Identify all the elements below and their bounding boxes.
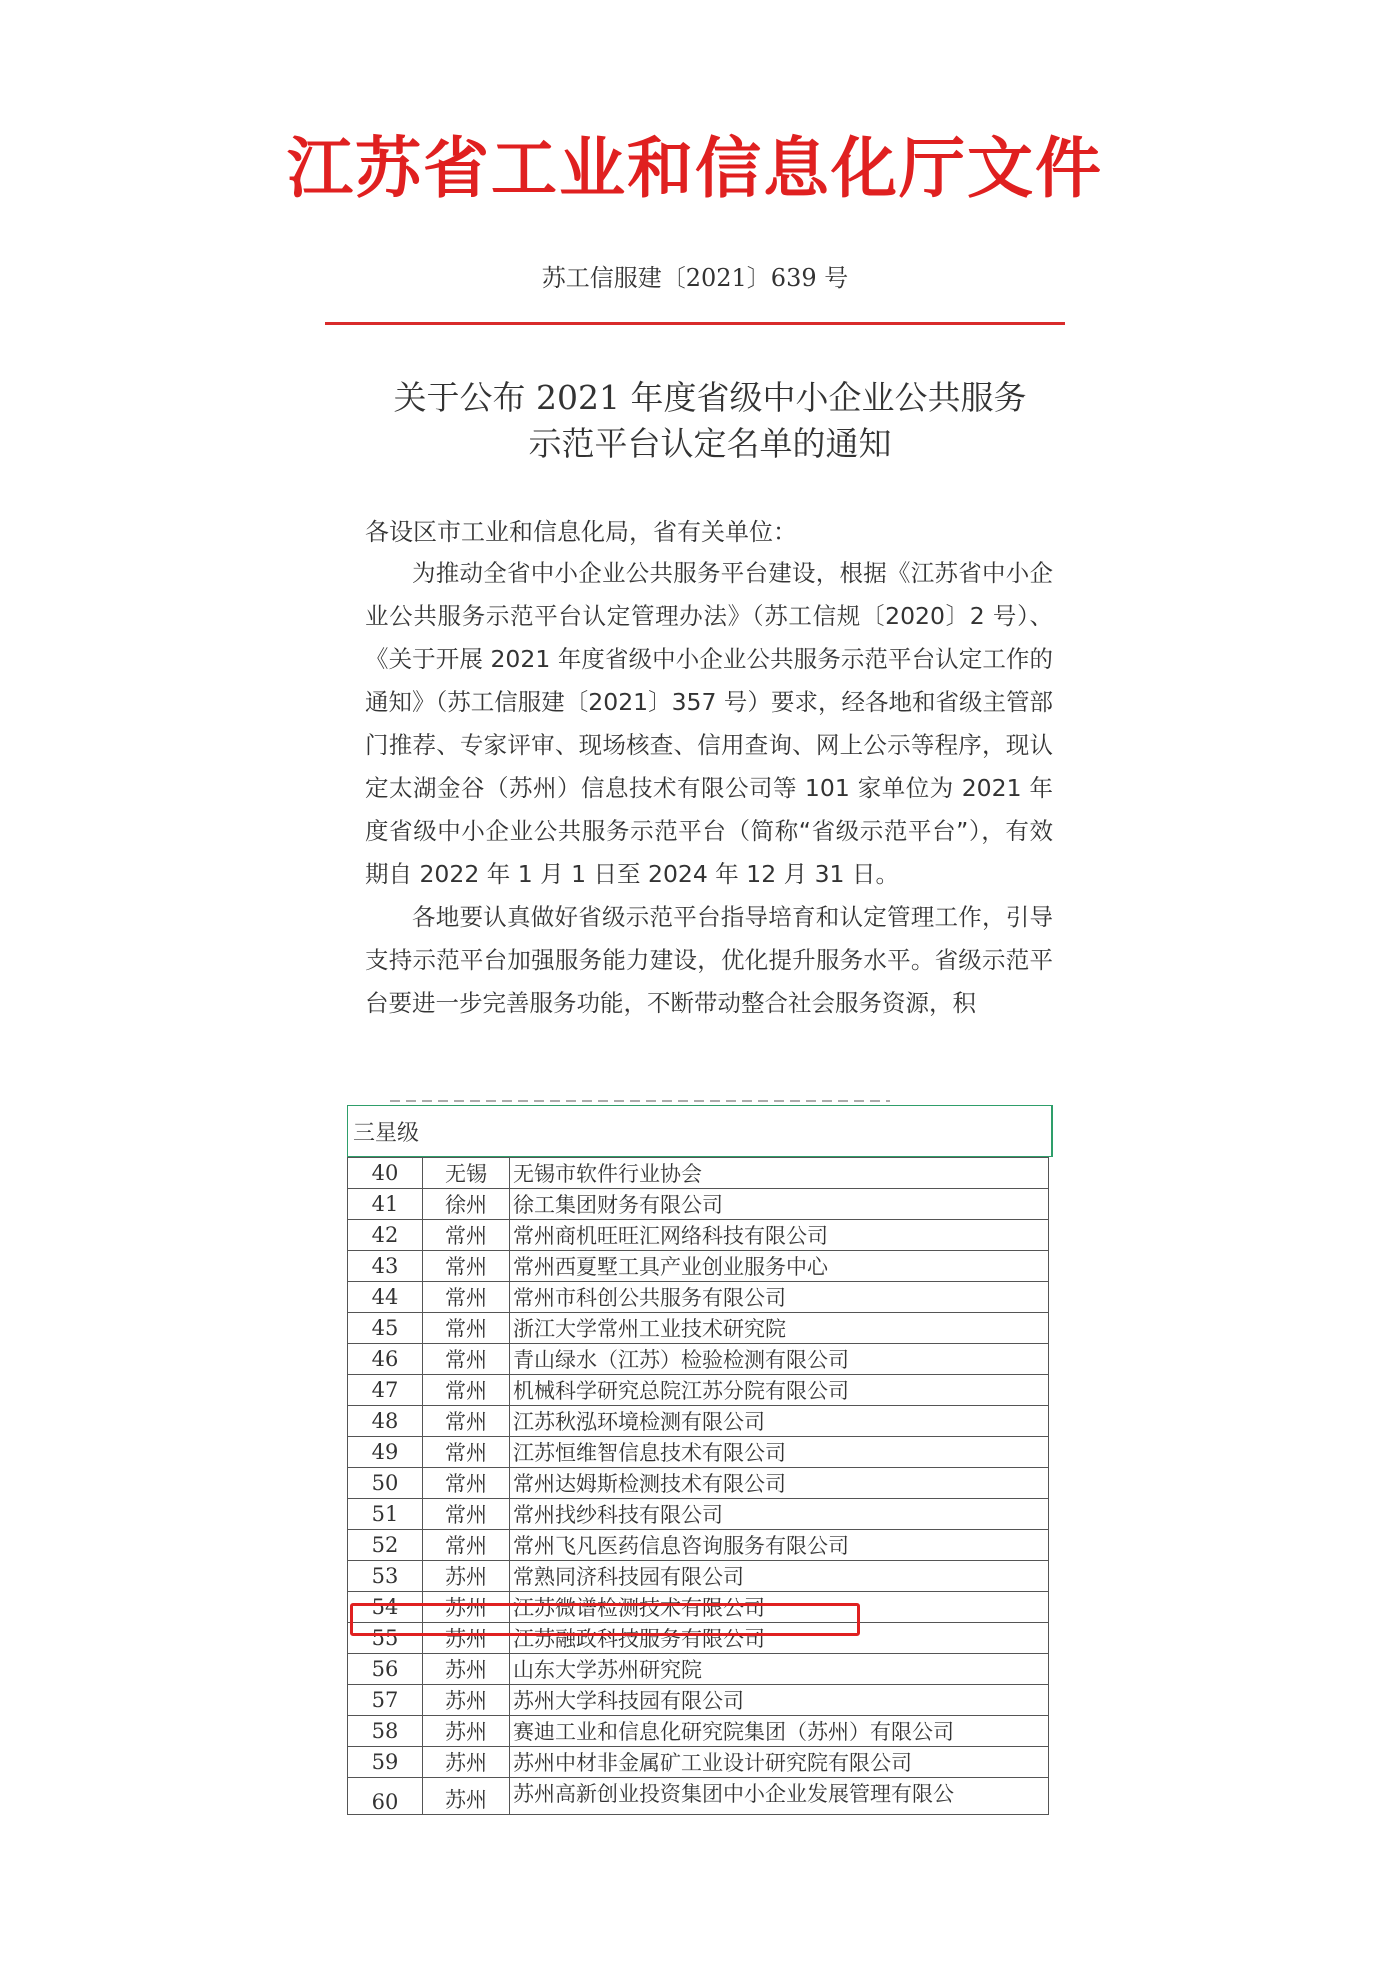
table-row (348, 1654, 1049, 1685)
table-row (348, 1499, 1049, 1530)
row-city: 常州 (423, 1406, 510, 1437)
row-number: 48 (348, 1406, 423, 1437)
row-name: 青山绿水（江苏）检验检测有限公司 (510, 1344, 1049, 1375)
cropped-text-fragment (390, 1100, 890, 1102)
table-row (348, 1313, 1049, 1344)
row-number: 55 (348, 1623, 423, 1654)
row-number: 44 (348, 1282, 423, 1313)
table-row (348, 1189, 1049, 1220)
table-row (348, 1406, 1049, 1437)
table-row (348, 1158, 1049, 1189)
row-name: 苏州大学科技园有限公司 (510, 1685, 1049, 1716)
paragraph-2: 各地要认真做好省级示范平台指导培育和认定管理工作，引导支持示范平台加强服务能力建设，优化提升服务水平。省级示范平台要进一步完善服务功能，不断带动整合社会服务资源，积 (365, 903, 1053, 1017)
row-number: 51 (348, 1499, 423, 1530)
notice-body (365, 552, 1053, 1025)
row-city: 常州 (423, 1313, 510, 1344)
row-city: 常州 (423, 1251, 510, 1282)
row-number: 43 (348, 1251, 423, 1282)
row-name: 浙江大学常州工业技术研究院 (510, 1313, 1049, 1344)
row-number: 54 (348, 1592, 423, 1623)
table-row (348, 1344, 1049, 1375)
table-row (348, 1282, 1049, 1313)
row-city: 苏州 (423, 1561, 510, 1592)
row-city: 常州 (423, 1437, 510, 1468)
red-divider (325, 322, 1065, 325)
row-city: 常州 (423, 1530, 510, 1561)
row-number: 52 (348, 1530, 423, 1561)
row-number: 46 (348, 1344, 423, 1375)
row-city: 徐州 (423, 1189, 510, 1220)
table-row (348, 1778, 1049, 1815)
addressee: 各设区市工业和信息化局，省有关单位： (365, 518, 797, 546)
table-row (348, 1530, 1049, 1561)
table-row (348, 1375, 1049, 1406)
table-row (348, 1437, 1049, 1468)
table-row (348, 1716, 1049, 1747)
table-row (348, 1468, 1049, 1499)
row-number: 47 (348, 1375, 423, 1406)
table-row (348, 1747, 1049, 1778)
row-name: 江苏秋泓环境检测有限公司 (510, 1406, 1049, 1437)
platform-list-table (347, 1105, 1051, 1815)
row-number: 53 (348, 1561, 423, 1592)
row-name: 机械科学研究总院江苏分院有限公司 (510, 1375, 1049, 1406)
row-number: 41 (348, 1189, 423, 1220)
row-name: 苏州中材非金属矿工业设计研究院有限公司 (510, 1747, 1049, 1778)
row-city: 常州 (423, 1468, 510, 1499)
table-row (348, 1592, 1049, 1623)
row-city: 常州 (423, 1282, 510, 1313)
row-name: 常州商机旺旺汇网络科技有限公司 (510, 1220, 1049, 1251)
row-city: 苏州 (423, 1685, 510, 1716)
row-city: 无锡 (423, 1158, 510, 1189)
row-name: 常州西夏墅工具产业创业服务中心 (510, 1251, 1049, 1282)
row-number: 60 (348, 1778, 423, 1815)
row-name: 赛迪工业和信息化研究院集团（苏州）有限公司 (510, 1716, 1049, 1747)
row-name: 常州达姆斯检测技术有限公司 (510, 1468, 1049, 1499)
row-name: 江苏恒维智信息技术有限公司 (510, 1437, 1049, 1468)
table-row (348, 1685, 1049, 1716)
row-name: 常熟同济科技园有限公司 (510, 1561, 1049, 1592)
table-row (348, 1220, 1049, 1251)
row-city: 常州 (423, 1344, 510, 1375)
row-name: 苏州高新创业投资集团中小企业发展管理有限公 (510, 1778, 1049, 1815)
row-name: 常州市科创公共服务有限公司 (510, 1282, 1049, 1313)
row-number: 56 (348, 1654, 423, 1685)
row-city: 苏州 (423, 1592, 510, 1623)
row-name: 徐工集团财务有限公司 (510, 1189, 1049, 1220)
notice-title (360, 375, 1060, 467)
row-number: 58 (348, 1716, 423, 1747)
row-city: 常州 (423, 1220, 510, 1251)
row-name: 常州找纱科技有限公司 (510, 1499, 1049, 1530)
notice-title-line-1: 关于公布 2021 年度省级中小企业公共服务 (393, 378, 1027, 417)
row-name: 常州飞凡医药信息咨询服务有限公司 (510, 1530, 1049, 1561)
table-row (348, 1561, 1049, 1592)
row-city: 苏州 (423, 1623, 510, 1654)
paragraph-1: 为推动全省中小企业公共服务平台建设，根据《江苏省中小企业公共服务示范平台认定管理办法》（苏工信规〔2020〕2 号）、《关于开展 2021 年度省级中小企业公共服务示范平台认定工作的通知》（苏工信服建〔2021〕357 号）要求，经各地和省级主管部门推荐、专家评审、现场核查、信用查询、网上公示等程序，现认定太湖金谷（苏州）信息技术有限公司等 101 家单位为 2021 年度省级中小企业公共服务示范平台（简称“省级示范平台”），有效期自 2022 年 1 月 1 日至 2024 年 12 月 31 日。 (365, 559, 1053, 888)
notice-title-line-2: 示范平台认定名单的通知 (528, 424, 892, 463)
row-city: 苏州 (423, 1654, 510, 1685)
row-number: 45 (348, 1313, 423, 1344)
row-number: 57 (348, 1685, 423, 1716)
row-city: 常州 (423, 1499, 510, 1530)
row-city: 苏州 (423, 1716, 510, 1747)
row-city: 苏州 (423, 1778, 510, 1815)
row-number: 59 (348, 1747, 423, 1778)
table-row (348, 1251, 1049, 1282)
row-number: 42 (348, 1220, 423, 1251)
row-city: 常州 (423, 1375, 510, 1406)
row-number: 40 (348, 1158, 423, 1189)
table-level-header: 三星级 (347, 1105, 1053, 1157)
row-number: 49 (348, 1437, 423, 1468)
document-header-title: 江苏省工业和信息化厅文件 (287, 130, 1103, 207)
row-number: 50 (348, 1468, 423, 1499)
table-row (348, 1623, 1049, 1654)
row-name: 无锡市软件行业协会 (510, 1158, 1049, 1189)
row-city: 苏州 (423, 1747, 510, 1778)
row-name: 江苏融政科技服务有限公司 (510, 1623, 1049, 1654)
document-number: 苏工信服建〔2021〕639 号 (541, 264, 849, 292)
row-name: 江苏微谱检测技术有限公司 (510, 1592, 1049, 1623)
row-name: 山东大学苏州研究院 (510, 1654, 1049, 1685)
platform-table (347, 1157, 1049, 1815)
